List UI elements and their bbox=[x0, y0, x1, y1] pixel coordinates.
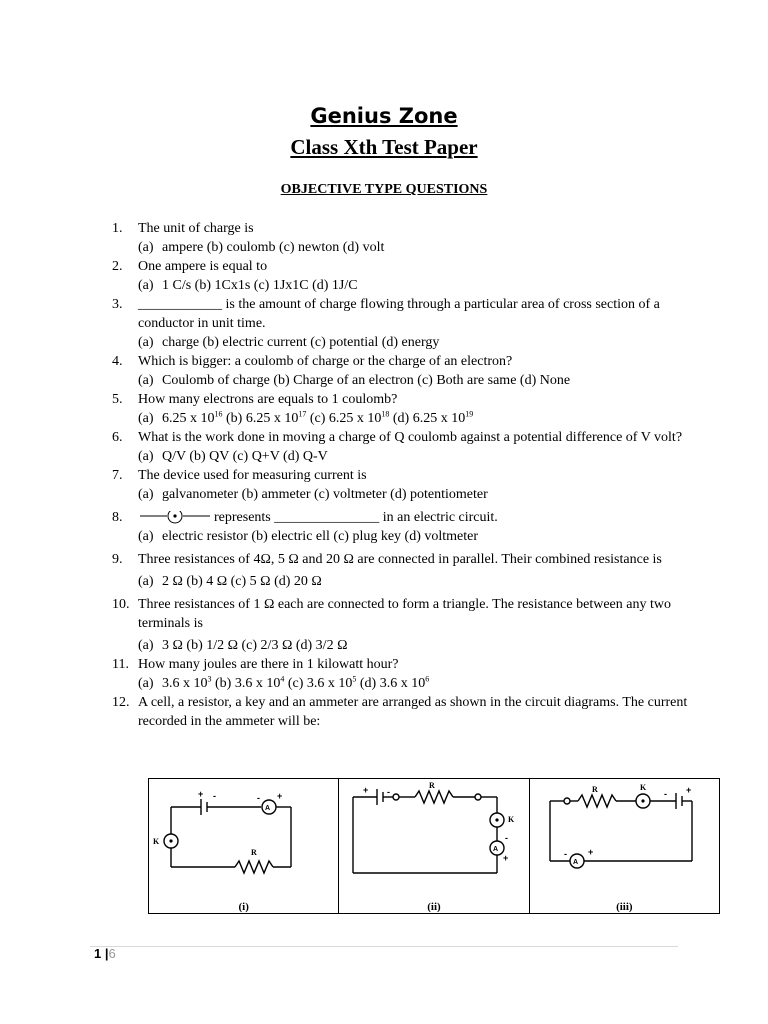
svg-text:+: + bbox=[685, 785, 691, 795]
svg-text:A: A bbox=[265, 805, 271, 812]
svg-text:K: K bbox=[153, 837, 160, 846]
question-1-options: (a) ampere (b) coulomb (c) newton (d) volt bbox=[138, 240, 385, 255]
svg-text:-: - bbox=[563, 849, 567, 859]
question-4-options: (a) Coulomb of charge (b) Charge of an electron (c) Both are same (d) None bbox=[138, 373, 571, 388]
svg-text:+: + bbox=[363, 785, 369, 795]
document-subtitle: Class Xth Test Paper bbox=[290, 135, 478, 159]
svg-text:-: - bbox=[257, 793, 260, 803]
plug-key-symbol-icon bbox=[138, 511, 212, 525]
question-9: 9. Three resistances of 4Ω, 5 Ω and 20 Ω are connected in parallel. Their combined resistance is bbox=[112, 552, 662, 567]
question-list bbox=[112, 219, 692, 731]
svg-text:-: - bbox=[505, 833, 509, 843]
svg-text:K: K bbox=[639, 783, 646, 792]
svg-text:A: A bbox=[493, 846, 499, 853]
question-12: 12. A cell, a resistor, a key and an ammeter are arranged as shown in the circuit diagrams. The current recorded in the ammeter will be: bbox=[112, 695, 688, 729]
svg-text:R: R bbox=[251, 848, 257, 857]
question-4: 4. Which is bigger: a coulomb of charge or the charge of an electron? bbox=[112, 354, 513, 369]
circuit-caption-ii: (ii) bbox=[427, 901, 441, 913]
question-6: 6. What is the work done in moving a charge of Q coulomb against a potential difference of V volt? bbox=[112, 430, 683, 445]
question-3-options: (a) charge (b) electric current (c) potential (d) energy bbox=[138, 335, 440, 350]
question-6-options: (a) Q/V (b) QV (c) Q+V (d) Q-V bbox=[138, 449, 328, 464]
circuit-diagram-ii bbox=[339, 779, 529, 913]
svg-text:+: + bbox=[198, 789, 204, 799]
document-title: Genius Zone bbox=[310, 104, 458, 128]
svg-text:R: R bbox=[429, 781, 436, 790]
svg-text:-: - bbox=[213, 791, 216, 801]
question-8-options: (a) electric resistor (b) electric ell (c) plug key (d) voltmeter bbox=[138, 529, 479, 544]
circuit-iii-drawing bbox=[530, 779, 720, 915]
svg-text:R: R bbox=[591, 785, 598, 794]
question-9-options: (a) 2 Ω (b) 4 Ω (c) 5 Ω (d) 20 Ω bbox=[138, 574, 322, 589]
question-11: 11. How many joules are there in 1 kilowatt hour? bbox=[112, 657, 399, 672]
page-footer bbox=[94, 946, 116, 961]
svg-text:-: - bbox=[663, 789, 667, 799]
circuit-i-drawing bbox=[149, 779, 339, 915]
question-10-options: (a) 3 Ω (b) 1/2 Ω (c) 2/3 Ω (d) 3/2 Ω bbox=[138, 638, 348, 653]
question-5-options: (a) 6.25 x $10^{16}$ (b) 6.25 x $10^{17}$ (c) 6.25 x $10^{18}$ (d) 6.25 x $10^{19}$ bbox=[138, 409, 474, 426]
question-5: 5. How many electrons are equals to 1 coulomb? bbox=[112, 392, 398, 407]
question-2-options: (a) 1 C/s (b) 1Cx1s (c) 1Jx1C (d) 1J/C bbox=[138, 278, 358, 293]
svg-text:-: - bbox=[387, 787, 391, 797]
circuit-diagram-i bbox=[149, 779, 339, 913]
question-1: 1. The unit of charge is bbox=[112, 221, 254, 236]
page-total: 6 bbox=[108, 946, 116, 961]
circuit-diagram-iii bbox=[530, 779, 719, 913]
section-heading: OBJECTIVE TYPE QUESTIONS bbox=[280, 182, 488, 197]
question-3: 3. ____________ is the amount of charge flowing through a particular area of cross section of a conductor in unit time. bbox=[112, 297, 660, 331]
circuit-ii-drawing bbox=[339, 779, 529, 915]
question-10: 10. Three resistances of 1 Ω each are connected to form a triangle. The resistance between any two terminals is bbox=[112, 597, 671, 631]
svg-text:A: A bbox=[572, 859, 578, 866]
question-8: 8. represents _______________ in an electric circuit. bbox=[112, 510, 498, 525]
page-number: 1 | bbox=[94, 946, 109, 961]
svg-text:+: + bbox=[277, 791, 283, 801]
svg-text:+: + bbox=[587, 847, 593, 857]
question-11-options: (a) 3.6 x $10^3$ (b) 3.6 x $10^4$ (c) 3.6 x $10^5$ (d) 3.6 x $10^6$ bbox=[138, 674, 430, 691]
svg-text:K: K bbox=[508, 815, 515, 824]
circuit-caption-iii: (iii) bbox=[616, 901, 633, 913]
question-2: 2. One ampere is equal to bbox=[112, 259, 268, 274]
footer-divider bbox=[90, 946, 678, 947]
svg-text:+: + bbox=[503, 853, 509, 863]
question-7-options: (a) galvanometer (b) ammeter (c) voltmeter (d) potentiometer bbox=[138, 487, 488, 502]
circuit-diagrams bbox=[148, 778, 720, 914]
question-7: 7. The device used for measuring current is bbox=[112, 468, 367, 483]
circuit-caption-i: (i) bbox=[238, 901, 249, 913]
